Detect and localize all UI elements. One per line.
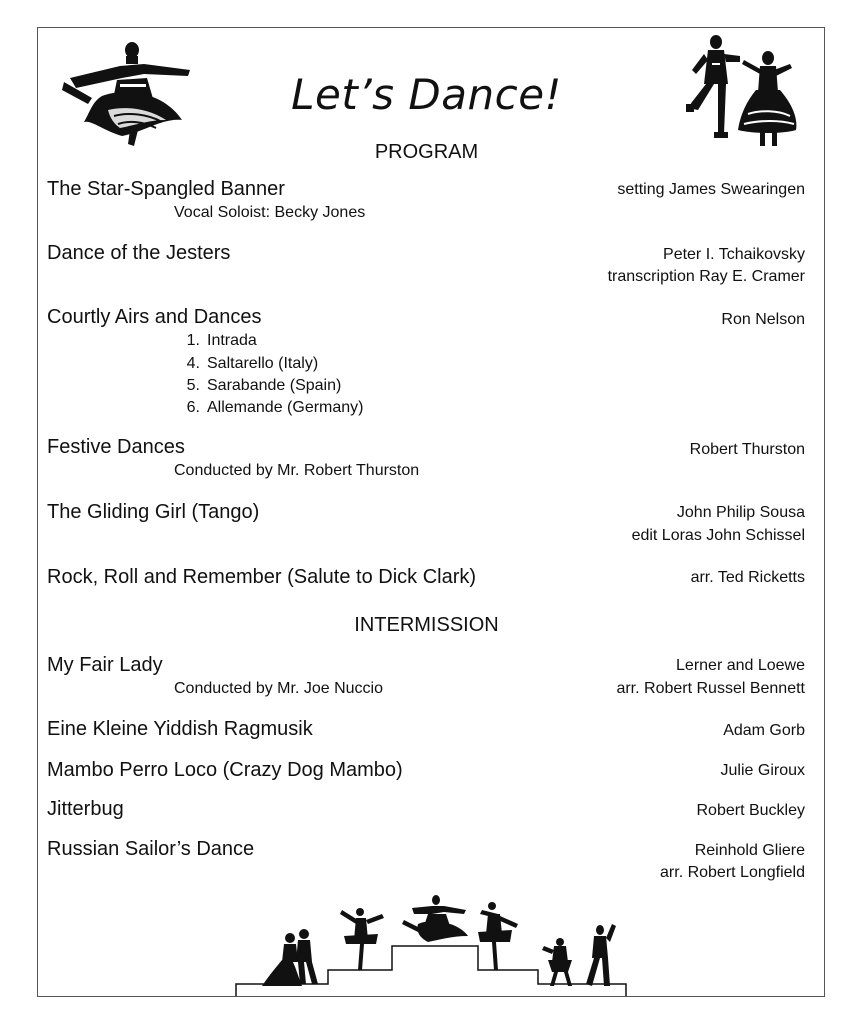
piece-credit: Peter I. Tchaikovsky <box>663 246 805 263</box>
piece-title: My Fair Lady <box>47 654 163 676</box>
movement-item <box>174 399 364 417</box>
piece-credit: arr. Robert Russel Bennett <box>616 680 805 697</box>
piece-credit: Ron Nelson <box>721 311 805 328</box>
piece-title: The Gliding Girl (Tango) <box>47 501 260 523</box>
movement-item <box>174 377 341 395</box>
piece-credit: arr. Ted Ricketts <box>690 569 805 586</box>
piece-credit: John Philip Sousa <box>676 504 805 521</box>
piece-credit: edit Loras John Schissel <box>631 527 805 544</box>
piece-note: Vocal Soloist: Becky Jones <box>174 204 366 221</box>
piece-title: Dance of the Jesters <box>47 242 231 264</box>
piece-credit: Robert Buckley <box>696 802 805 819</box>
piece-credit: Adam Gorb <box>723 722 805 739</box>
piece-title: Courtly Airs and Dances <box>47 306 262 328</box>
program-heading: PROGRAM <box>374 141 479 163</box>
piece-title: Rock, Roll and Remember (Salute to Dick Clark) <box>47 566 477 588</box>
movement-item <box>174 355 318 373</box>
movement-number: 5. <box>186 377 200 394</box>
piece-credit: arr. Robert Longfield <box>660 864 805 881</box>
movement-item <box>174 332 257 350</box>
movement-number: 6. <box>186 399 200 416</box>
piece-note: Conducted by Mr. Robert Thurston <box>174 462 420 479</box>
page-title: Let’s Dance! <box>291 70 562 119</box>
movement-name: Allemande (Germany) <box>207 399 364 416</box>
piece-title: Jitterbug <box>47 798 124 820</box>
piece-credit: Robert Thurston <box>689 441 805 458</box>
piece-note: Conducted by Mr. Joe Nuccio <box>174 680 383 697</box>
movement-name: Intrada <box>207 332 257 349</box>
piece-title: Festive Dances <box>47 436 185 458</box>
movement-number: 4. <box>186 355 200 372</box>
movement-number: 1. <box>186 332 200 349</box>
dancers-on-stage-illustration <box>232 890 630 998</box>
piece-credit: setting James Swearingen <box>617 181 805 198</box>
piece-title: Eine Kleine Yiddish Ragmusik <box>47 718 313 740</box>
intermission-heading: INTERMISSION <box>354 614 499 636</box>
movement-name: Saltarello (Italy) <box>207 355 319 372</box>
piece-credit: Julie Giroux <box>720 762 805 779</box>
piece-credit: Reinhold Gliere <box>694 842 805 859</box>
piece-title: The Star-Spangled Banner <box>47 178 285 200</box>
piece-credit: transcription Ray E. Cramer <box>607 268 805 285</box>
movement-name: Sarabande (Spain) <box>207 377 342 394</box>
piece-title: Mambo Perro Loco (Crazy Dog Mambo) <box>47 759 403 781</box>
piece-title: Russian Sailor’s Dance <box>47 838 255 860</box>
piece-credit: Lerner and Loewe <box>676 657 805 674</box>
